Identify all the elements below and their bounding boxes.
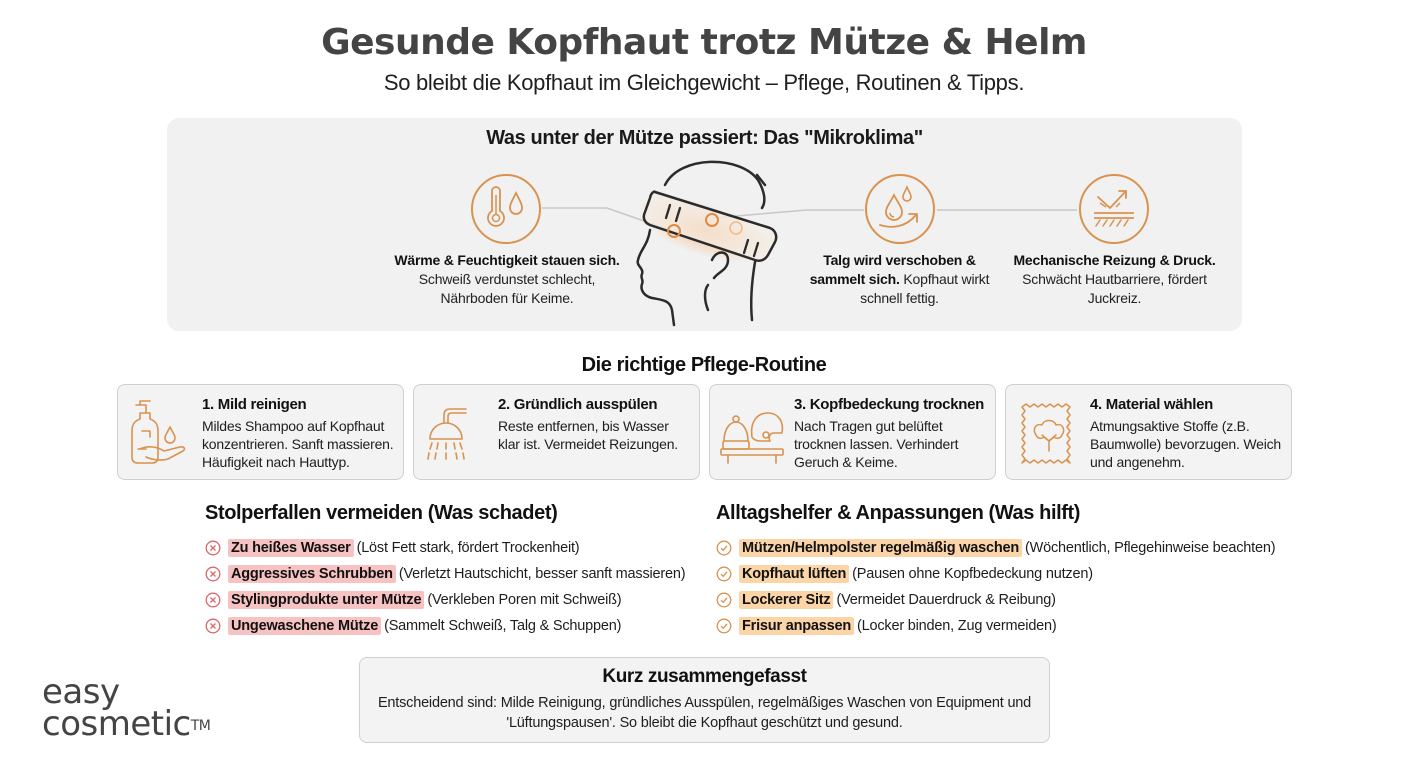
microclimate-item-sebum — [802, 251, 997, 308]
routine-card-text: Reste entfernen, bis Wasser klar ist. Vermeidet Reizungen. — [498, 418, 678, 452]
pitfall-highlight: Aggressives Schrubben — [228, 565, 396, 583]
summary-box — [359, 657, 1050, 743]
helper-item — [716, 613, 1275, 639]
pitfalls-list — [205, 535, 685, 639]
thermometer-droplet-icon — [470, 173, 542, 245]
pitfall-text: (Löst Fett stark, fördert Trockenheit) — [356, 540, 580, 556]
microclimate-item-pressure — [1007, 251, 1222, 308]
check-circle-icon — [716, 592, 732, 608]
helper-text: (Locker binden, Zug vermeiden) — [857, 618, 1057, 634]
routine-card-title: 4. Material wählen — [1090, 396, 1213, 413]
microclimate-title: Was unter der Mütze passiert: Das "Mikroklima" — [486, 127, 923, 149]
pitfall-highlight: Stylingprodukte unter Mütze — [228, 591, 424, 609]
pitfall-item — [205, 535, 685, 561]
check-circle-icon — [716, 566, 732, 582]
helper-text: (Wöchentlich, Pflegehinweise beachten) — [1025, 540, 1276, 556]
pitfall-text: (Sammelt Schweiß, Talg & Schuppen) — [384, 618, 622, 634]
helpers-list — [716, 535, 1275, 639]
logo-line1: easy — [42, 672, 120, 712]
microclimate-item-pressure-bold: Mechanische Reizung & Druck. — [1013, 252, 1216, 268]
microclimate-item-pressure-text: Schwächt Hautbarriere, fördert Juckreiz. — [1022, 271, 1207, 306]
routine-card-text: Atmungsaktive Stoffe (z.B. Baumwolle) bevorzugen. Weich und angenehm. — [1090, 418, 1282, 470]
check-circle-icon — [716, 618, 732, 634]
routine-card-text: Nach Tragen gut belüftet trocknen lassen. Verhindert Geruch & Keime. — [794, 418, 959, 470]
microclimate-item-heat-text: Schweiß verdunstet schlecht, Nährboden für Keime. — [418, 271, 596, 306]
shower-head-icon — [424, 397, 490, 469]
microclimate-panel — [167, 118, 1242, 331]
x-circle-icon — [205, 566, 221, 582]
microclimate-item-heat-bold: Wärme & Feuchtigkeit stauen sich. — [394, 252, 620, 268]
head-with-beanie-icon — [600, 150, 800, 330]
page-subtitle: So bleibt die Kopfhaut im Gleichgewicht – Pflege, Routinen & Tipps. — [383, 70, 1025, 95]
helper-highlight: Kopfhaut lüften — [739, 565, 849, 583]
friction-pressure-icon — [1078, 173, 1150, 245]
beanie-helmet-shelf-icon — [720, 397, 786, 469]
x-circle-icon — [205, 618, 221, 634]
page-title: Gesunde Kopfhaut trotz Mütze & Helm — [321, 22, 1087, 63]
microclimate-item-heat — [387, 251, 627, 308]
pitfall-item — [205, 613, 685, 639]
brand-logo — [42, 672, 211, 744]
trademark-mark: TM — [190, 718, 211, 734]
pitfall-text: (Verkleben Poren mit Schweiß) — [427, 592, 622, 608]
shampoo-hand-icon — [128, 397, 194, 469]
routine-card-material — [1005, 384, 1292, 480]
pitfall-text: (Verletzt Hautschicht, besser sanft massieren) — [398, 566, 686, 582]
cotton-fabric-icon — [1016, 397, 1082, 469]
pitfall-highlight: Zu heißes Wasser — [228, 539, 354, 557]
routine-card-dry — [709, 384, 996, 480]
helper-highlight: Mützen/Helmpolster regelmäßig waschen — [739, 539, 1022, 557]
helpers-heading: Alltagshelfer & Anpassungen (Was hilft) — [716, 502, 1081, 524]
pitfall-item — [205, 587, 685, 613]
helper-highlight: Frisur anpassen — [739, 617, 854, 635]
pitfall-item — [205, 561, 685, 587]
x-circle-icon — [205, 592, 221, 608]
helper-text: (Pausen ohne Kopfbedeckung nutzen) — [852, 566, 1093, 582]
routine-heading: Die richtige Pflege-Routine — [581, 354, 827, 376]
summary-title: Kurz zusammengefasst — [602, 666, 807, 687]
helper-item — [716, 535, 1275, 561]
logo-line2: cosmetic — [42, 704, 191, 744]
microclimate-item-sebum-bold: Talg wird verschoben & sammelt sich. — [809, 252, 976, 287]
check-circle-icon — [716, 540, 732, 556]
x-circle-icon — [205, 540, 221, 556]
summary-text: Entscheidend sind: Milde Reinigung, gründliches Ausspülen, regelmäßiges Waschen von Equipment und 'Lüftungspausen'. So bleibt die Kopfhaut geschützt und gesund. — [377, 695, 1032, 731]
oil-drops-arrow-icon — [864, 173, 936, 245]
helper-item — [716, 561, 1275, 587]
helper-item — [716, 587, 1275, 613]
routine-card-text: Mildes Shampoo auf Kopfhaut konzentrieren. Sanft massieren. Häufigkeit nach Hauttyp. — [202, 418, 394, 470]
routine-card-title: 1. Mild reinigen — [202, 396, 307, 413]
routine-card-title: 3. Kopfbedeckung trocknen — [794, 396, 985, 413]
microclimate-item-sebum-text: Kopfhaut wirkt schnell fettig. — [860, 271, 990, 306]
routine-card-title: 2. Gründlich ausspülen — [498, 396, 658, 413]
routine-card-clean — [117, 384, 404, 480]
pitfalls-heading: Stolperfallen vermeiden (Was schadet) — [205, 502, 558, 524]
pitfall-highlight: Ungewaschene Mütze — [228, 617, 381, 635]
routine-card-rinse — [413, 384, 700, 480]
helper-highlight: Lockerer Sitz — [739, 591, 833, 609]
helper-text: (Vermeidet Dauerdruck & Reibung) — [836, 592, 1056, 608]
